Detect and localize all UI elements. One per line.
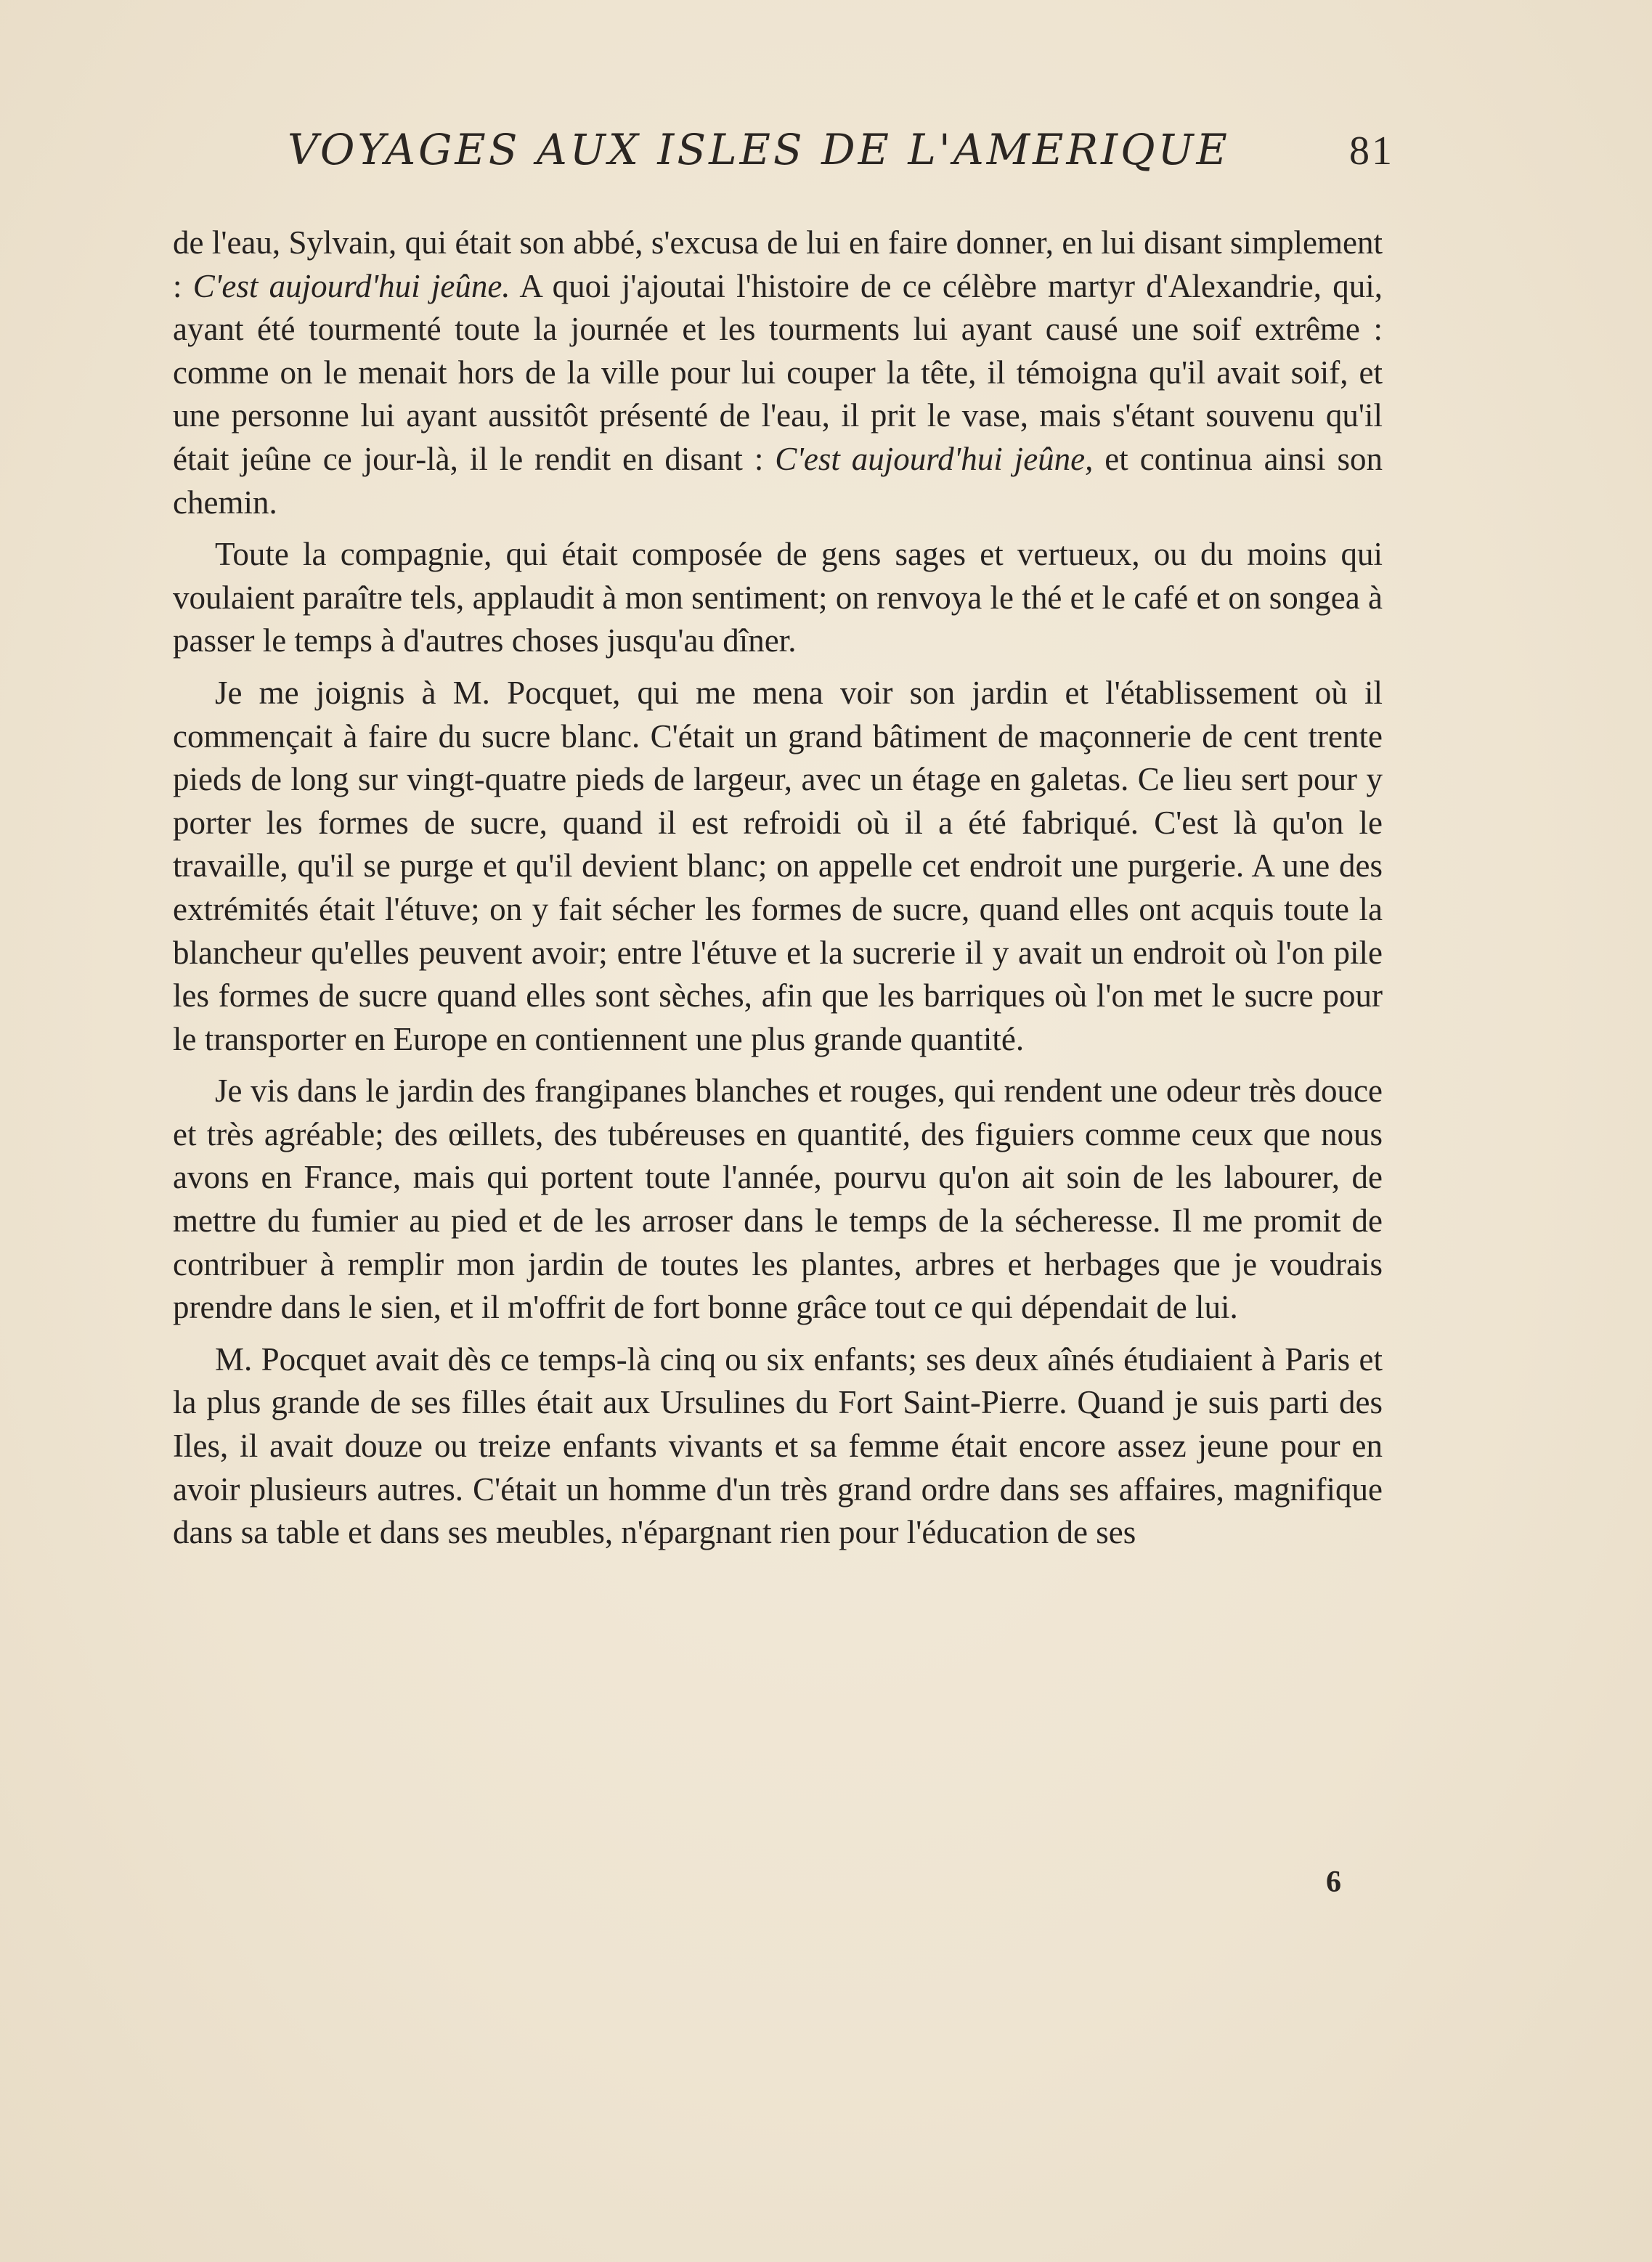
paragraph-5: M. Pocquet avait dès ce temps-là cinq ou six enfants; ses deux aînés étudiaient à Paris et la plus grande de ses filles était aux Ursulines du Fort Saint-Pierre. Quand je suis parti des Iles, il avait douze ou treize enfants vivants et sa femme était encore assez jeune pour en avoir plusieurs autres. C'était un homme d'un très grand ordre dans ses affaires, magnifique dans sa table et dans ses meubles, n'épargnant rien pour l'éducation de ses (173, 1340, 1383, 1551)
signature-mark: 6 (1326, 1866, 1341, 1899)
page-number: 81 (1349, 129, 1394, 174)
paragraph-4: Je vis dans le jardin des frangipanes blanches et rouges, qui rendent une odeur très douce et très agréable; des œillets, des tubéreuses en quantité, des figuiers comme ceux que nous avons en France, mais qui portent toute l'année, pourvu qu'on ait soin de les labourer, de mettre du fumier au pied et de les arroser dans le temps de la sécheresse. Il me promit de contribuer à remplir mon jardin de toutes les plantes, arbres et herbages que je voudrais prendre dans le sien, et il m'offrit de fort bonne grâce tout ce qui dépendait de lui. (173, 1073, 1383, 1326)
paragraph-1-text-b: A quoi j'ajoutai l'histoire de ce célèbre martyr d'Alexandrie, qui, ayant été tourmenté toute la journée et les tourments lui ayant causé une soif extrême : comme on le menait hors de la ville pour lui couper la tête, il témoigna qu'il avait soif, et une personne lui ayant aussitôt présenté de l'eau, il prit le vase, mais s'étant souvenu qu'il était jeûne ce jour-là, il le rendit en disant : (173, 267, 1383, 477)
paragraph-1-text-a: de l'eau, Sylvain, qui était son abbé, s'excusa de lui en faire donner, en lui disant simplement : (173, 224, 1383, 304)
body-text (173, 221, 1383, 1563)
running-head (288, 125, 1394, 183)
paragraph-1-italic-b: C'est aujourd'hui jeûne, (775, 440, 1094, 477)
paragraph-1-text-c: et continua ainsi son chemin. (173, 440, 1383, 521)
paragraph-1 (173, 221, 1383, 524)
paragraph-3: Je me joignis à M. Pocquet, qui me mena voir son jardin et l'établissement où il commençait à faire du sucre blanc. C'était un grand bâtiment de maçonnerie de cent trente pieds de long sur vingt-quatre pieds de largeur, avec un étage en galetas. Ce lieu sert pour y porter les formes de sucre, quand il est refroidi où il a été fabriqué. C'est là qu'on le travaille, qu'il se purge et qu'il devient blanc; on appelle cet endroit une purgerie. A une des extrémités était l'étuve; on y fait sécher les formes de sucre, quand elles ont acquis toute la blancheur qu'elles peuvent avoir; entre l'étuve et la sucrerie il y avait un endroit où l'on pile les formes de sucre quand elles sont sèches, afin que les barriques où l'on met le sucre pour le transporter en Europe en contiennent une plus grande quantité. (173, 674, 1383, 1057)
paragraph-2: Toute la compagnie, qui était composée de gens sages et vertueux, ou du moins qui voulaient paraître tels, applaudit à mon sentiment; on renvoya le thé et le café et on songea à passer le temps à d'autres choses jusqu'au dîner. (173, 536, 1383, 659)
paragraph-1-italic-a: C'est aujourd'hui jeûne. (192, 267, 510, 304)
running-title: VOYAGES AUX ISLES DE L'AMERIQUE (288, 125, 1230, 174)
